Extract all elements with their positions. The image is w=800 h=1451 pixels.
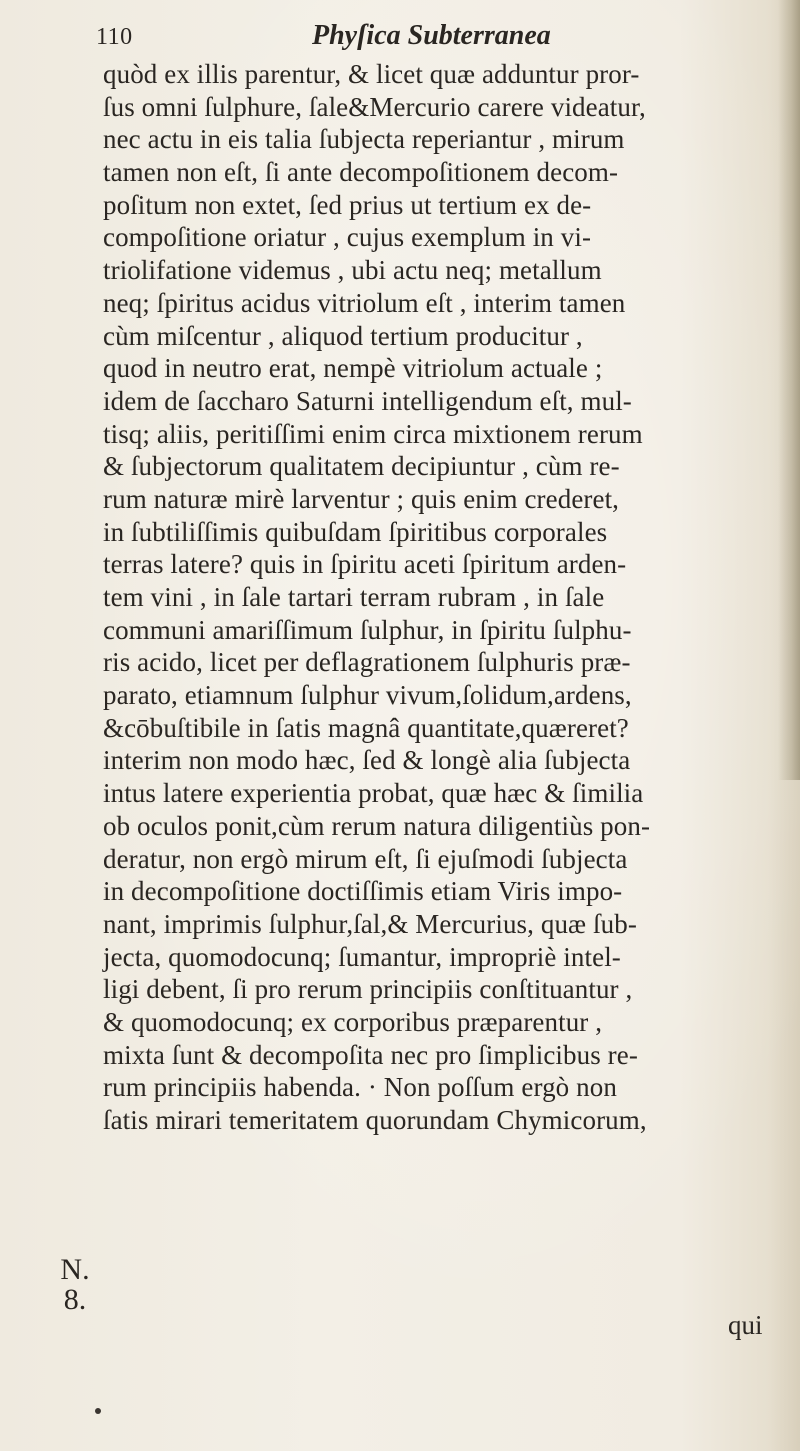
text-line: interim non modo hæc, ſed & longè alia ſubjecta [103, 745, 631, 776]
catchword: qui [728, 1310, 763, 1340]
text-line: neq; ſpiritus acidus vitriolum eſt , interim tamen [103, 287, 626, 318]
page-number: 110 [96, 24, 133, 50]
text-line: &cōbuſtibile in ſatis magnâ quantitate,quæreret? [103, 712, 629, 743]
text-line: mixta ſunt & decompoſita nec pro ſimplicibus re- [103, 1039, 638, 1070]
text-line: cùm miſcentur , aliquod tertium producitur , [103, 320, 583, 351]
ink-blot [95, 1408, 101, 1414]
text-line: quòd ex illis parentur, & licet quæ adduntur pror- [103, 59, 640, 89]
text-line: intus latere experientia probat, quæ hæc & ſimilia [103, 778, 644, 809]
margin-note-line: N. [60, 1253, 90, 1286]
text-line: rum naturæ mirè larventur ; quis enim crederet, [103, 483, 620, 514]
text-line: ſatis mirari temeritatem quorundam Chymicorum, [103, 1105, 647, 1135]
page-header [96, 20, 736, 60]
text-line: terras latere? quis in ſpiritu aceti ſpiritum arden- [103, 549, 627, 580]
margin-note-line: 8. [63, 1283, 87, 1316]
text-line: tisq; aliis, peritiſſimi enim circa mixtionem rerum [103, 418, 643, 449]
text-line: in decompoſitione doctiſſimis etiam Viris impo- [103, 876, 623, 907]
running-title: Phyſica Subterranea [312, 20, 551, 51]
text-line: & quomodocunq; ex corporibus præparentur , [103, 1006, 603, 1037]
margin-note [60, 1255, 90, 1315]
body-text [103, 58, 783, 1137]
text-line: parato, etiamnum ſulphur vivum,ſolidum,ardens, [103, 680, 632, 711]
text-line: quod in neutro erat, nempè vitriolum actuale ; [103, 353, 603, 384]
text-line: jecta, quomodocunq; ſumantur, impropriè intel- [103, 941, 621, 972]
text-line: idem de ſaccharo Saturni intelligendum eſt, mul- [103, 385, 632, 416]
text-line: ſus omni ſulphure, ſale&Mercurio carere videatur, [103, 91, 646, 122]
text-line: ob oculos ponit,cùm rerum natura diligentiùs pon- [103, 810, 651, 841]
text-line: deratur, non ergò mirum eſt, ſi ejuſmodi ſubjecta [103, 843, 628, 874]
text-line: poſitum non extet, ſed prius ut tertium ex de- [103, 189, 592, 220]
text-line: & ſubjectorum qualitatem decipiuntur , cùm re- [103, 451, 620, 482]
text-line: tem vini , in ſale tartari terram rubram , in ſale [103, 582, 605, 612]
text-line: communi amariſſimum ſulphur, in ſpiritu ſulphu- [103, 614, 632, 645]
text-line: compoſitione oriatur , cujus exemplum in vi- [103, 222, 592, 253]
text-line: nant, imprimis ſulphur,ſal,& Mercurius, quæ ſub- [103, 908, 637, 939]
text-line: in ſubtiliſſimis quibuſdam ſpiritibus corporales [103, 516, 608, 547]
text-line: ris acido, licet per deflagrationem ſulphuris præ- [103, 647, 631, 678]
text-line: tamen non eſt, ſi ante decompoſitionem decom- [103, 157, 619, 188]
text-line: triolifatione videmus , ubi actu neq; metallum [103, 255, 602, 286]
text-line: ligi debent, ſi pro rerum principiis conſtituantur , [103, 974, 633, 1005]
text-line: nec actu in eis talia ſubjecta reperiantur , mirum [103, 124, 625, 155]
text-line: rum principiis habenda. · Non poſſum ergò non [103, 1072, 617, 1103]
